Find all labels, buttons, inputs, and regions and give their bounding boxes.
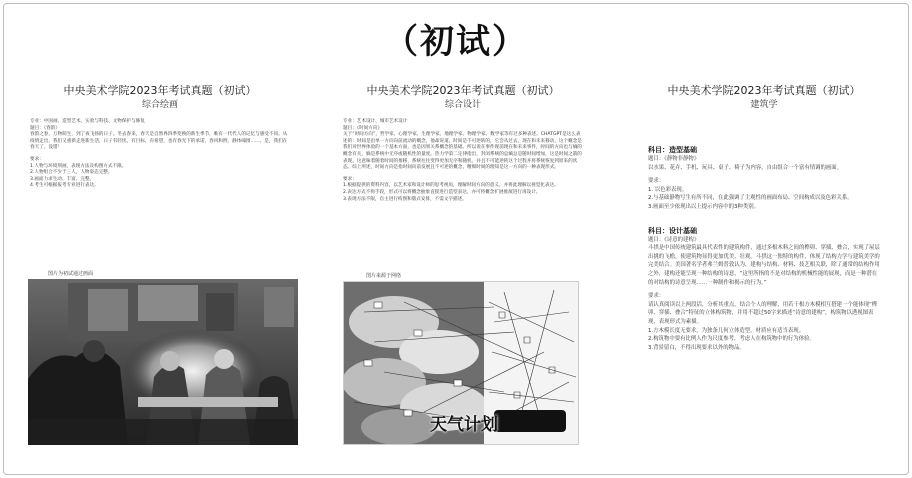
- req-item: 1.人物与环境刻画，表现方法及构图方式不限。: [30, 163, 127, 169]
- req-item: 2.表达方式不拘手段，形式可以将概念抽象直接进行造型表达，亦可将概念扩展推演进行再设计。: [343, 189, 541, 195]
- doc-subtitle: 综合设计: [444, 100, 481, 110]
- topic-line: 题目：《静物非静物》: [648, 156, 700, 162]
- subject-title: 科目：设计基础: [648, 226, 697, 235]
- exam-column-architecture: [648, 84, 880, 352]
- major-line: 专业：中国画、造型艺术、实验与科技、文物保护与修复: [30, 119, 145, 124]
- req-item: 3.画面至少依现出以上提示内容中的3种类别。: [648, 203, 759, 210]
- image-caption: 图片来源于网络: [366, 273, 402, 279]
- design-artwork-image: [343, 281, 579, 445]
- req-intro: 请认真阅读以上两段话，分析其重点，结合个人的理解，用若干根方木模相互搭建一个能体现“榫卯、穿插、叠合”特征的立体构筑物，并用不超过50字来描述“诗意的建构”，构筑物以透视图表现，表现形式为素描。: [648, 301, 878, 325]
- major-line: 专业：艺术设计、城市艺术设计: [343, 119, 408, 124]
- topic-line: 题目：《春韵》: [30, 125, 60, 131]
- image-caption: 图片为初试通过画面: [48, 271, 94, 277]
- subject-title: 科目：造型基础: [648, 146, 697, 154]
- charcoal-drawing-image: [28, 279, 298, 445]
- doc-title: 中央美术学院2023年考试真题（初试）: [667, 84, 861, 97]
- req-item: 1.方木模长度无要求，为独条几何立体造型，材质应有适当表现。: [648, 327, 805, 334]
- body-text: 关于“时间方向”，哲学家、心理学家、生理学家、地理学家、物理学家、数学家等有过多种表述。CHATGPT是这么表述的：时间是沿单一方向向前流动的概念，他却说道，时间是不可逆转的，它会从过去、现在和未来移动，这个概念是我们对世界体验的一个基本方面，也是因果关系概念的基础。所以说在事件现前现在和未来事件，时间的方向也与熵的概念有关，熵是系统中无序或随机性的量度。热力学第二定律指出，封闭系统的总熵总是随时间增加，这是时间之箭的表现。这意味着随着时间的推移，系统往往变得更加无序和随机，并且不可能逆转这个过程并将系统恢复到原来的状态。综上所述，时间方向是指时间向前发展且不可逆的概念，精细时间的理知是这一方向的一种表现形式。: [343, 132, 582, 171]
- req-title: 要求：: [648, 293, 665, 300]
- artwork-caption-text: 天气计划: [430, 415, 498, 435]
- doc-subtitle: 综合绘画: [141, 100, 178, 110]
- req-item: 3.表现方法不限，自主进行构图和版式安排，不需文字描述。: [343, 196, 467, 202]
- req-item: 3.画面力求生动、丰富、完整。: [30, 176, 95, 182]
- doc-title: 中央美术学院2023年考试真题（初试）: [366, 84, 560, 97]
- req-item: 2.人物组合不少于三人，人物姿态完整。: [30, 170, 113, 176]
- req-title: 要求：: [343, 176, 357, 182]
- req-item: 2.构筑物中要有比例人作为尺度参考，考虑人在构筑物中的行为体验。: [648, 336, 815, 343]
- req-item: 1. 以色彩表现。: [648, 186, 688, 193]
- body-text: 以水果、花卉、手机、玩具、桌子、椅子为内容，自由组合一个富有情调的画面。: [648, 164, 843, 171]
- doc-title: 中央美术学院2023年考试真题（初试）: [63, 84, 257, 97]
- body-text: 春韵之春，万物萌生，到了夜飞扬的日子。冬去春来，春天是自然界四季变换的新生季节，唯有一代代人的记忆与感受不同。从疫情走出，我们又重新走进新生活，日子有轻忧，有目标，有希望，也有春光下的承诺，春风和煦，静体嗓围……，是，我们在春天了，没错！: [30, 132, 288, 151]
- req-item: 1.根据提供的资料内容，以艺术家和设计师的思考视角，理解时间方向的意义，并将此理解以视觉化表达。: [343, 183, 559, 189]
- req-item: 2.与基础静物写生有所不同，在此强调了主观性的画面布局、空间构成以及色彩关系。: [648, 195, 853, 202]
- req-item: 4.考生可根据报考专业进行表达。: [30, 183, 99, 189]
- exam-column-design: [343, 84, 583, 203]
- req-item: 3.背景留白，不得出现要求以外的物品。: [648, 344, 745, 351]
- body-text: 斗拱是中国传统建筑最具代表性的建筑构件，通过多根木料之间的榫卯、穿插、叠合，实现了屋层出挑的飞檐，使建筑物显得更加优美、壮观。斗拱这一独特的构件，体现了结构力学与建筑美学的完美结合。美国著名学者弗兰姆普敦认为，建构与结构、材料、技艺相关联，除了通常的结构作用之外，建构还能呈现一种结构的诗意，“这里所指的不是对结构的机械性能的展现，而是一种潜在的对结构的诗意呈现……一种制作和揭示的行为。”: [648, 245, 880, 286]
- topic-line: 题目：《诗意的建构》: [648, 236, 700, 243]
- page-heading: （初试）: [384, 22, 528, 62]
- req-title: 要求：: [30, 156, 44, 162]
- topic-line: 题目：《时间方向》: [343, 125, 383, 131]
- exam-column-painting: [30, 84, 290, 190]
- req-title: 要求：: [648, 178, 665, 185]
- doc-subtitle: 建筑学: [750, 100, 778, 110]
